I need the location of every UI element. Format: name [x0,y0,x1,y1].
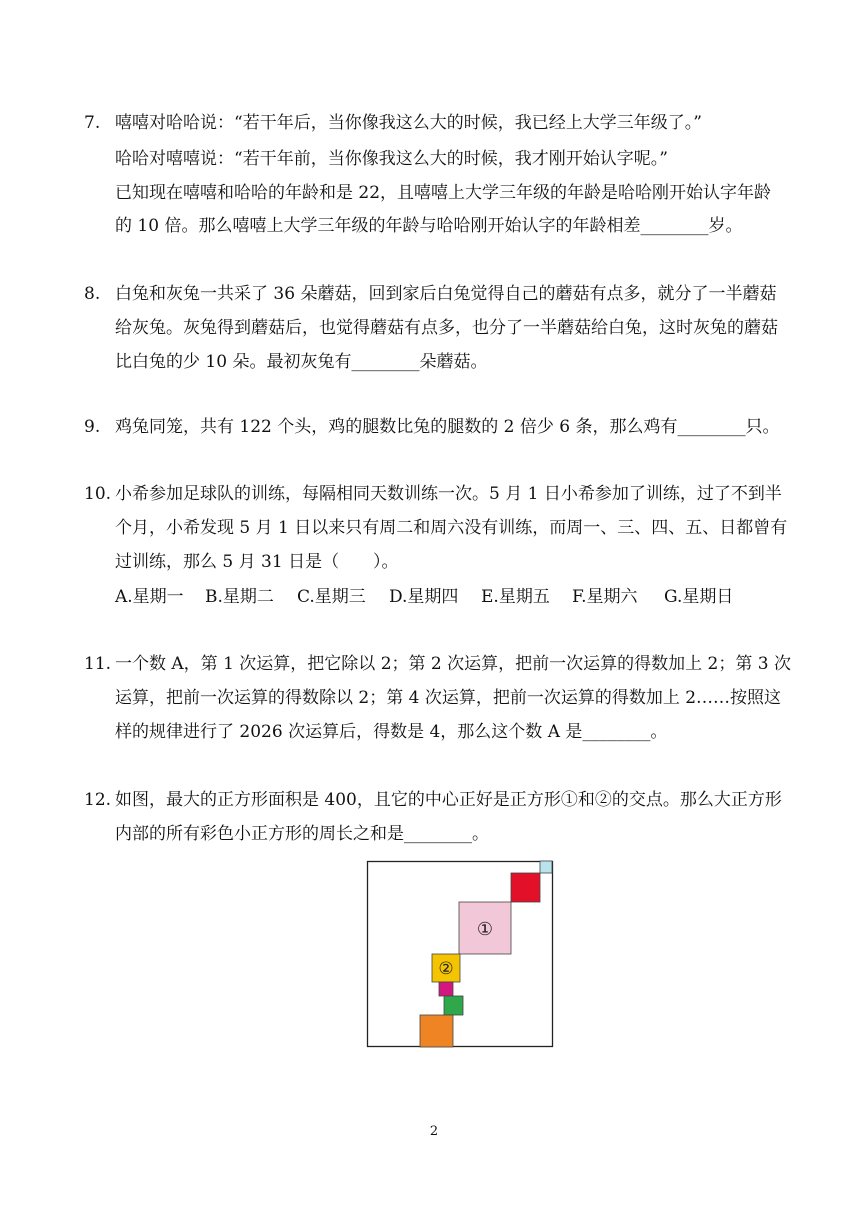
problem-11-number: 11. [84,654,112,674]
option-d: D.星期四 [389,587,459,607]
problem-7-number: 7. [84,113,101,133]
problem-9-line-1: 鸡兔同笼，共有 122 个头，鸡的腿数比兔的腿数的 2 倍少 6 条，那么鸡有________只。 [115,417,780,437]
problem-9-number: 9. [84,417,101,437]
green-square [444,996,463,1015]
option-b: B.星期二 [205,587,274,607]
problem-10-number: 10. [84,484,112,504]
square-2-label: ② [438,959,454,979]
orange-square [420,1015,453,1047]
problem-12-number: 12. [84,790,112,810]
problem-8-line-3: 比白兔的少 10 朵。最初灰兔有________朵蘑菇。 [115,352,488,372]
problem-11-line-1: 一个数 A，第 1 次运算，把它除以 2；第 2 次运算，把前一次运算的得数加上 2；第 3 次 [115,654,791,674]
problem-8-line-1: 白兔和灰兔一共采了 36 朵蘑菇，回到家后白兔觉得自己的蘑菇有点多，就分了一半蘑菇 [115,284,777,304]
problem-7-line-2: 哈哈对嘻嘻说：“若干年前，当你像我这么大的时候，我才刚开始认字呢。” [115,149,668,169]
option-a: A.星期一 [115,587,184,607]
magenta-square [439,982,453,996]
problem-8-number: 8. [84,284,101,304]
problem-7-line-3: 已知现在嘻嘻和哈哈的年龄和是 22，且嘻嘻上大学三年级的年龄是哈哈刚开始认字年龄 [115,183,772,203]
problem-7-line-4: 的 10 倍。那么嘻嘻上大学三年级的年龄与哈哈刚开始认字的年龄相差________岁。 [115,216,743,236]
problem-12-line-2: 内部的所有彩色小正方形的周长之和是________。 [115,824,489,844]
red-square [511,873,540,902]
problem-11-line-2: 运算，把前一次运算的得数除以 2；第 4 次运算，把前一次运算的得数加上 2……按照这 [115,688,782,708]
problem-7-line-1: 嘻嘻对哈哈说：“若干年后，当你像我这么大的时候，我已经上大学三年级了。” [115,113,702,133]
option-c: C.星期三 [297,587,366,607]
problem-10-line-1: 小希参加足球队的训练，每隔相同天数训练一次。5 月 1 日小希参加了训练，过了不到半 [115,484,782,504]
page-number: 2 [429,1124,439,1139]
problem-10-line-3: 过训练，那么 5 月 31 日是（ ）。 [115,552,399,572]
option-g: G.星期日 [664,587,734,607]
light-blue-square [540,861,552,873]
problem-10-line-2: 个月，小希发现 5 月 1 日以来只有周二和周六没有训练，而周一、三、四、五、日都曾有 [115,518,788,538]
problem-12-line-1: 如图，最大的正方形面积是 400，且它的中心正好是正方形①和②的交点。那么大正方形 [115,790,782,810]
option-f: F.星期六 [572,587,638,607]
option-e: E.星期五 [481,587,550,607]
square-1-label: ① [476,919,494,940]
problem-11-line-3: 样的规律进行了 2026 次运算后，得数是 4，那么这个数 A 是________。 [115,722,668,742]
problem-8-line-2: 给灰兔。灰兔得到蘑菇后，也觉得蘑菇有点多，也分了一半蘑菇给白兔，这时灰兔的蘑菇 [115,318,778,338]
